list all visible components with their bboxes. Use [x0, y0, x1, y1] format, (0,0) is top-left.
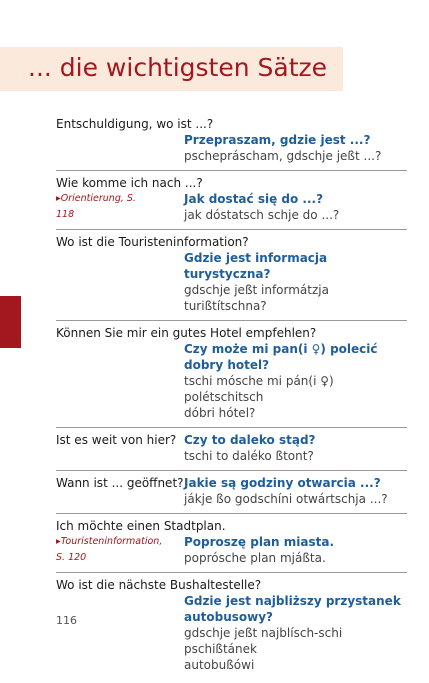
pronunciation: poprósche plan mjáßta. [184, 551, 326, 565]
german-phrase: Entschuldigung, wo ist ...? [56, 117, 214, 131]
german-phrase: Ist es weit von hier? [56, 433, 177, 447]
pronunciation: jak dóstatsch schje do ...? [184, 208, 340, 222]
polish-phrase: Jakie są godziny otwarcia ...? [184, 476, 381, 490]
page-title: ... die wichtigsten Sätze [28, 53, 328, 82]
german-phrase: Können Sie mir ein gutes Hotel empfehlen? [56, 326, 317, 340]
polish-phrase: Gdzie jest informacja turystyczna? [184, 251, 328, 281]
polish-phrase: autobusowy? [184, 610, 274, 624]
pronunciation: tschi mósche mi pán(i ♀) polétschitsch [184, 374, 334, 404]
german-phrase: Wo ist die nächste Bushaltestelle? [56, 578, 262, 592]
phrase-entry [56, 577, 407, 679]
pronunciation: autobußówi [184, 658, 255, 672]
phrase-entry [56, 475, 407, 514]
pronunciation: gdschje jeßt informátzja turißtítschna? [184, 283, 329, 313]
polish-phrase: Jak dostać się do ...? [184, 192, 324, 206]
phrase-entry [56, 518, 407, 573]
polish-phrase: Czy to daleko stąd? [184, 433, 316, 447]
german-phrase: Wie komme ich nach ...? [56, 176, 203, 190]
phrase-entry [56, 432, 407, 471]
cross-reference: ▸Touristeninformation, S. 120 [56, 536, 163, 563]
cross-reference: ▸Orientierung, S. 118 [56, 193, 136, 220]
chapter-tab-marker [0, 296, 21, 348]
polish-phrase: Czy może mi pan(i ♀) polecić [184, 342, 378, 356]
phrase-entry [56, 175, 407, 230]
phrase-entry [56, 116, 407, 171]
pronunciation: gdschje jeßt najblísch-schi pschißtánek [184, 626, 343, 656]
pronunciation: tschi to daléko ßtont? [184, 449, 314, 463]
pronunciation: jákje ßo godschíni otwártschja ...? [184, 492, 388, 506]
phrase-entry [56, 234, 407, 321]
polish-phrase: dobry hotel? [184, 358, 270, 372]
pronunciation: dóbri hótel? [184, 406, 256, 420]
phrase-list [56, 116, 407, 683]
german-phrase: Ich möchte einen Stadtplan. [56, 519, 226, 533]
page-number: 116 [56, 614, 77, 627]
pronunciation: pschepráscham, gdschje jeßt ...? [184, 149, 382, 163]
phrase-entry [56, 325, 407, 428]
polish-phrase: Poproszę plan miasta. [184, 535, 335, 549]
german-phrase: Wann ist ... geöffnet? [56, 476, 184, 490]
polish-phrase: Gdzie jest najbliższy przystanek [184, 594, 401, 608]
polish-phrase: Przepraszam, gdzie jest ...? [184, 133, 371, 147]
german-phrase: Wo ist die Touristeninformation? [56, 235, 249, 249]
